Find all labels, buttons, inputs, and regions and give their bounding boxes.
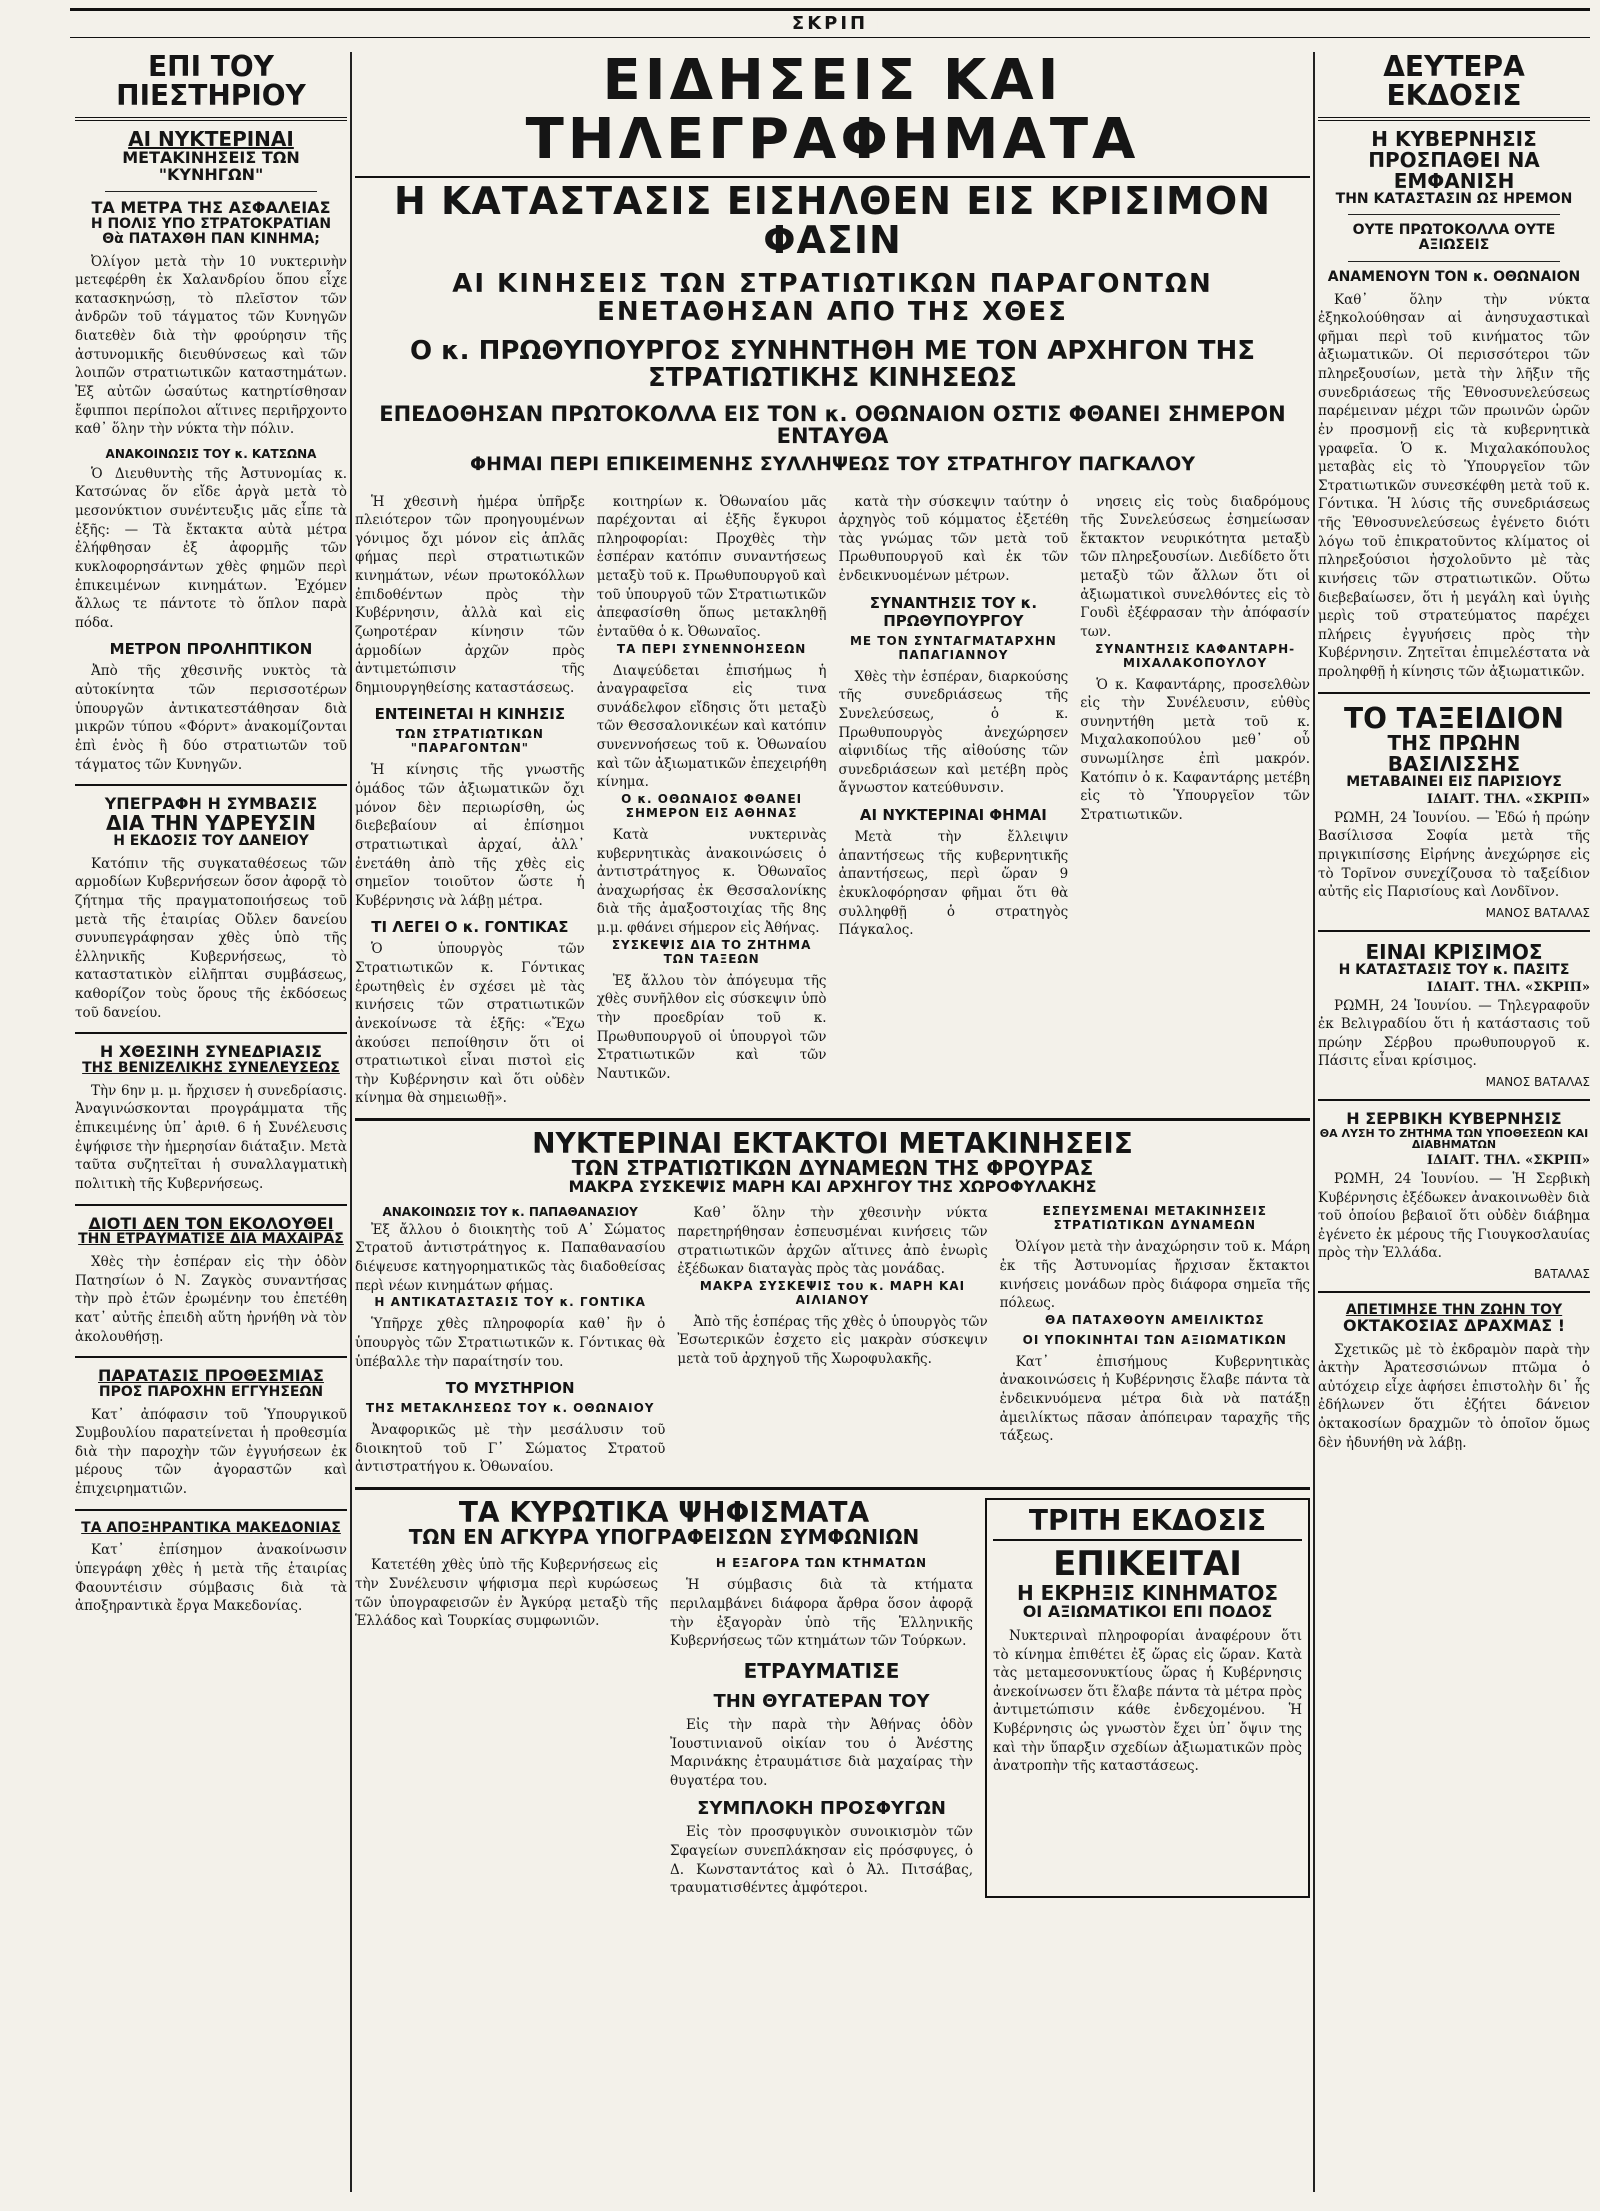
suicide-body: Σχετικῶς μὲ τὸ ἐκδραμὸν παρὰ τὴν ἀκτὴν Ἀρατεσσιώνων πτῶμα ὁ αὐτόχειρ εἶχε ἀφήσει ἐπιστολὴν δι᾽ ἧς ἐδήλωνεν ὅτι ἐζήτει δάνειον ὀκτακοσίων δραχμῶν τὸ ὁποῖον ὅμως δὲν ἠδυνήθη νὰ λάβῃ.	[1318, 1341, 1590, 1451]
story-column-2	[597, 493, 827, 1109]
night-col-1	[355, 1204, 665, 1477]
main-deck-3: ΦΗΜΑΙ ΠΕΡΙ ΕΠΙΚΕΙΜΕΝΗΣ ΣΥΛΛΗΨΕΩΣ ΤΟΥ ΣΤΡΑΤΗΓΟΥ ΠΑΓΚΑΛΟΥ	[469, 452, 1196, 475]
journey-body: ΡΩΜΗ, 24 Ἰουνίου. — Ἐδώ ἡ πρώην Βασίλισσα Σοφία μετὰ τῆς πριγκιπίσσης Εἰρήνης ἀνεχώρησε εἰς τὸ Τορῖνον συνεχίζουσα τὸ ταξείδιον αὐτῆς εἰς Παρισίους καὶ Λονδῖνον.	[1318, 809, 1590, 901]
suicide-headline-1: ΑΠΕΤΙΜΗΣΕ ΤΗΝ ΖΩΗΝ ΤΟΥ	[1345, 1302, 1563, 1319]
night-movements-section	[355, 1118, 1310, 1477]
story-col2-body-4: Ἐξ ἄλλου τὸν ἀπόγευμα τῆς χθὲς συνῆλθον εἰς σύσκεψιν ὑπὸ τὴν προεδρίαν τοῦ κ. Πρωθυπουργοῦ οἱ ὑπουργοὶ τῶν Στρατιωτικῶν καὶ τῶν Ναυτικῶν.	[596, 972, 827, 1082]
column-rule-left	[350, 52, 352, 2192]
left-s2-headline-3: Η ΕΚΔΟΣΙΣ ΤΟΥ ΔΑΝΕΙΟΥ	[113, 832, 309, 849]
left-s3-headline-2: ΤΗΣ ΒΕΝΙΖΕΛΙΚΗΣ ΣΥΝΕΛΕΥΣΕΩΣ	[82, 1060, 340, 1077]
main-subheadline: ΑΙ ΚΙΝΗΣΕΙΣ ΤΩΝ ΣΤΡΑΤΙΩΤΙΚΩΝ ΠΑΡΑΓΟΝΤΩΝ ΕΝΕΤΑΘΗΣΑΝ ΑΠΟ ΤΗΣ ΧΘΕΣ	[452, 269, 1213, 327]
ratification-block	[355, 1498, 973, 1898]
night-col3-headline: ΕΣΠΕΥΣΜΕΝΑΙ ΜΕΤΑΚΙΝΗΣΕΙΣ ΣΤΡΑΤΙΩΤΙΚΩΝ ΔΥΝΑΜΕΩΝ	[1042, 1204, 1267, 1233]
main-headline: Η ΚΑΤΑΣΤΑΣΙΣ ΕΙΣΗΛΘΕΝ ΕΙΣ ΚΡΙΣΙΜΟΝ ΦΑΣΙΝ	[355, 176, 1310, 266]
left-s5-headline-2: ΠΡΟΣ ΠΑΡΟΧΗΝ ΕΓΓΥΗΣΕΩΝ	[98, 1383, 324, 1400]
left-s3-headline-1: Η ΧΘΕΣΙΝΗ ΣΥΝΕΔΡΙΑΣΙΣ	[99, 1042, 323, 1062]
left-sub2-body: Ἀπὸ τῆς χθεσινῆς νυκτὸς τὰ αὐτοκίνητα τῶν περισσοτέρων ὑπουργῶν ἀντικατεστάθησαν διὰ μικρῶν τύπου «Φόρντ» ἀνακομίζονται ἐπὶ ἑνὸς ἢ δύο στρατιωτῶν τοῦ τάγματος τῶν Κυνηγῶν.	[75, 663, 347, 773]
night-col1-body: ΑΝΑΚΟΙΝΩΣΙΣ ΤΟΥ κ. ΠΑΠΑΘΑΝΑΣΙΟΥ	[382, 1205, 638, 1220]
left-s6-headline: ΤΑ ΑΠΟΞΗΡΑΝΤΙΚΑ ΜΑΚΕΔΟΝΙΑΣ	[81, 1519, 341, 1536]
main-story-columns	[355, 493, 1310, 1109]
paper-name: ΣΚΡΙΠ	[782, 13, 878, 34]
journey-headline-1: ΤΟ ΤΑΞΕΙΔΙΟΝ	[1344, 701, 1564, 735]
story-col4-body-2: Ὁ κ. Καφαντάρης, προσελθὼν εἰς τὴν Συνέλευσιν, εὐθὺς συνηντήθη μετὰ τοῦ κ. Μιχαλακοπούλου μεθ᾽ οὗ συνωμίλησε ἐπὶ μακρόν. Κατόπιν ὁ κ. Καφαντάρης μετέβη εἰς τὸ Ὑπουργεῖον τῶν Στρατιωτικῶν.	[1080, 676, 1310, 823]
story-col1-headline: ΕΝΤΕΙΝΕΤΑΙ Η ΚΙΝΗΣΙΣ	[374, 705, 566, 724]
story-column-3	[839, 493, 1069, 1109]
ratification-row	[355, 1498, 1310, 1898]
night-col1-subheadline: ΤΗΣ ΜΕΤΑΚΛΗΣΕΩΣ ΤΟΥ κ. ΟΘΩΝΑΙΟΥ	[365, 1401, 655, 1416]
divider	[75, 784, 347, 786]
story-col2-body: κοιτηρίων κ. Ὀθωναίου μᾶς παρέχονται αἱ ἑξῆς ἔγκυροι πληροφορίαι: Προχθὲς τὴν ἑσπέραν κατόπιν συναντήσεως μεταξὺ τοῦ κ. Πρωθυπουργοῦ καὶ τοῦ ὑπουργοῦ τῶν Στρατιωτικῶν ἀπεφασίσθη ὅπως μετακληθῇ ἐνταῦθα ὁ κ. Ὀθωναῖος.	[596, 493, 827, 640]
story-col2-body-2: Διαψεύδεται ἐπισήμως ἡ ἀναγραφεῖσα εἰς τινα συνάδελφον εἴδησις ὅτι μεταξὺ τῶν Θεσσαλονικέων καὶ κατόπιν συνεννοήσεως τοῦ κ. Ὀθωναίου καὶ τῶν ἀξιωματικῶν ἐπεχειρήθη κίνημα.	[596, 662, 827, 791]
journey-tag: ΙΔΙΑΙΤ. ΤΗΛ. «ΣΚΡΙΠ»	[1426, 791, 1590, 807]
left-s6-body: Κατ᾽ ἐπίσημον ἀνακοίνωσιν ὑπεγράφη χθὲς ἡ μετὰ τῆς ἑταιρίας Φαουντέισιν σύμβασις διὰ τὰ ἀποξηραντικὰ ἔργα Μακεδονίας.	[75, 1542, 347, 1615]
left-s5-headline-1: ΠΑΡΑΤΑΣΙΣ ΠΡΟΘΕΣΜΙΑΣ	[98, 1366, 324, 1386]
divider	[1318, 692, 1590, 694]
divider	[1318, 1291, 1590, 1293]
ratification-section	[355, 1487, 1310, 1898]
journey-headline-3: ΜΕΤΑΒΑΙΝΕΙ ΕΙΣ ΠΑΡΙΣΙΟΥΣ	[1346, 774, 1562, 791]
left-lead-headline-3: ΤΑ ΜΕΤΡΑ ΤΗΣ ΑΣΦΑΛΕΙΑΣ	[91, 198, 331, 218]
center-column	[355, 52, 1310, 2192]
left-s4-body: Χθὲς τὴν ἑσπέραν εἰς τὴν ὁδὸν Πατησίων ὁ Ν. Ζαγκὸς συναντήσας τὴν πρὸ ἐτῶν ἐρωμένην του ἐπετέθη κατ᾽ αὐτῆς ἐπειδὴ αὕτη ἠρνήθη νὰ τὸν ἀκολουθήσῃ.	[75, 1254, 347, 1345]
left-s4-headline-1: ΔΙΟΤΙ ΔΕΝ ΤΟΝ ΕΚΟΛΟΥΘΕΙ	[88, 1213, 334, 1233]
divider	[1348, 261, 1560, 262]
left-lead-headline-1: ΑΙ ΝΥΚΤΕΡΙΝΑΙ	[128, 126, 294, 151]
night-movements-columns	[355, 1204, 1310, 1477]
left-s5-body: Κατ᾽ ἀπόφασιν τοῦ Ὑπουργικοῦ Συμβουλίου παρατείνεται ἡ προθεσμία διὰ τὴν παροχὴν τῶν ἐγγυήσεων ἐκ μέρους τῶν ἀγοραστῶν καὶ ἐπιχειρηματιῶν.	[75, 1406, 347, 1498]
column-rule-right	[1313, 52, 1315, 2192]
night-col-3	[1000, 1204, 1310, 1477]
left-s4-headline-2: ΤΗΝ ΕΤΡΑΥΜΑΤΙΣΕ ΔΙΑ ΜΑΧΑΙΡΑΣ	[78, 1231, 344, 1248]
left-lead-headline-4: Η ΠΟΛΙΣ ΥΠΟ ΣΤΡΑΤΟΚΡΑΤΙΑΝ	[90, 216, 332, 233]
right-column	[1318, 52, 1590, 2192]
right-headline-2: ΠΡΟΣΠΑΘΕΙ ΝΑ ΕΜΦΑΝΙΣΗ	[1368, 147, 1540, 193]
left-sub1-body: Ὁ Διευθυντὴς τῆς Ἀστυνομίας κ. Κατσώνας ὅν εἴδε ἀργὰ μετὰ τὸ μεσονύκτιον συνέντευξις μᾶς εἶπε τὰ ἑξῆς: — Τὰ ἔκτακτα αὐτὰ μέτρα ἐλήφθησαν ἐξ ἀφορμῆς τῶν κυκλοφορησάντων χθὲς φημῶν περὶ ἐπικειμένων κινημάτων. Ἐχόμεν ἄλλως τε πάντοτε τὸ ὅπλον παρὰ πόδα.	[75, 465, 347, 631]
night-col2-body-2: Ἀπὸ τῆς ἑσπέρας τῆς χθὲς ὁ ὑπουργὸς τῶν Ἐσωτερικῶν ἐσχετο εἰς μακρὰν σύσκεψιν μετὰ τοῦ ἀρχηγοῦ τῆς Χωροφυλακῆς.	[677, 1313, 988, 1368]
night-col2-headline: ΜΑΚΡΑ ΣΥΣΚΕΨΙΣ του κ. ΜΑΡΗ ΚΑΙ ΑΙΛΙΑΝΟΥ	[699, 1278, 966, 1307]
night-col1-body-2: Ἐξ ἄλλου ὁ διοικητὴς τοῦ Α᾽ Σώματος Στρατοῦ ἀντιστράτηγος κ. Παπαθανασίου διέψευσε κατηγορηματικῶς τὰς διαδοθείσας περὶ νέων κινημάτων φήμας.	[355, 1221, 666, 1294]
journey-signature: ΜΑΝΟΣ ΒΑΤΑΛΑΣ	[1485, 905, 1590, 920]
pasic-body: ΡΩΜΗ, 24 Ἰουνίου. — Τηλεγραφοῦν ἐκ Βελιγραδίου ὅτι ἡ κατάστασις τοῦ πρώην Σέρβου πρωθυπουργοῦ κ. Πάσιτς εἶναι κρίσιμος.	[1318, 997, 1590, 1070]
night-col3-headline-2: ΘΑ ΠΑΤΑΧΘΟΥΝ ΑΜΕΙΛΙΚΤΩΣ	[1045, 1312, 1265, 1327]
wounded-headline: ΕΤΡΑΥΜΑΤΙΣΕ	[743, 1658, 900, 1683]
night-col3-body: Ὀλίγον μετὰ τὴν ἀναχώρησιν τοῦ κ. Μάρη ἐκ τῆς Ἀστυνομίας ἤρχισαν ἔκτακτοι κινήσεις μονάδων πρὸς διάφορα σημεῖα τῆς πόλεως.	[999, 1239, 1310, 1312]
left-lead-headline-5: Θὰ ΠΑΤΑΧΘΗ ΠΑΝ ΚΙΝΗΜΑ;	[102, 230, 320, 247]
story-col4-body: νησεις εἰς τοὺς διαδρόμους τῆς Συνελεύσεως ἐσημείωσαν ἔκτακτον νευρικότητα μεταξὺ τῶν πληρεξουσίων. Διεδίδετο ὅτι μεταξὺ τῶν ἄλλων ὅτι οἱ ἀξιωματικοὶ συνελθόντες εἰς τὸ Γουδὶ ἐξέφρασαν τὴν ἀπόφασίν των.	[1080, 493, 1310, 640]
ratification-headline-2: ΤΩΝ ΕΝ ΑΓΚΥΡΑ ΥΠΟΓΡΑΦΕΙΣΩΝ ΣΥΜΦΩΝΙΩΝ	[408, 1525, 920, 1550]
story-col2-headline-2: Ο κ. ΟΘΩΝΑΙΟΣ ΦΘΑΝΕΙ ΣΗΜΕΡΟΝ ΕΙΣ ΑΘΗΝΑΣ	[621, 791, 803, 820]
left-column	[75, 52, 347, 2192]
left-section-title: ΕΠΙ ΤΟΥ ΠΙΕΣΤΗΡΙΟΥ	[75, 52, 347, 121]
story-col3-headline-2: ΑΙ ΝΥΚΤΕΡΙΝΑΙ ΦΗΜΑΙ	[859, 806, 1047, 825]
estates-body: Ἡ σύμβασις διὰ τὰ κτήματα περιλαμβάνει διάφορα ἄρθρα ὅσον ἀφορᾷ τὴν ἐξαγορὰν ὑπὸ τῆς Ἑλληνικῆς Κυβερνήσεως τῶν κτημάτων τῶν Τούρκων.	[670, 1577, 973, 1650]
night-col3-body-2: Κατ᾽ ἐπισήμους Κυβερνητικὰς ἀνακοινώσεις ἡ Κυβέρνησις ἔλαβε πάντα τὰ ἐνδεικνυόμενα μέτρα διὰ νὰ πατάξῃ ἀμειλίκτως πᾶσαν ἀπόπειραν ταραχῆς τῆς τάξεως.	[999, 1353, 1310, 1445]
story-column-4	[1080, 493, 1310, 1109]
serbian-headline-2: ΘΑ ΛΥΣΗ ΤΟ ΖΗΤΗΜΑ ΤΩΝ ΥΠΟΘΕΣΕΩΝ ΚΑΙ ΔΙΑΒΗΜΑΤΩΝ	[1319, 1126, 1589, 1152]
divider	[1318, 1099, 1590, 1101]
left-s3-body: Τὴν 6ην μ. μ. ἤρχισεν ἡ συνεδρίασις. Ἀναγινώσκονται προγράμματα τῆς ἐπικειμένης ὑπ᾽ ἀριθ. 6 ἡ Συνέλευσις ἐψήφισε τὴν ἡμερησίαν διάταξιν. Μετὰ ταῦτα συζητεῖται ἡ συναλλαγματικὴ πολιτικὴ τῆς Κυβερνήσεως.	[75, 1082, 347, 1192]
night-movements-headline-1: ΝΥΚΤΕΡΙΝΑΙ ΕΚΤΑΚΤΟΙ ΜΕΤΑΚΙΝΗΣΕΙΣ	[532, 1127, 1133, 1161]
night-col1-body-4: Ἀναφορικῶς μὲ τὴν μεσάλυσιν τοῦ διοικητοῦ τοῦ Γ᾽ Σώματος Στρατοῦ ἀντιστρατήγου κ. Ὀθωναίου.	[355, 1422, 666, 1476]
story-col3-subheadline: ΜΕ ΤΟΝ ΣΥΝΤΑΓΜΑΤΑΡΧΗΝ ΠΑΠΑΓΙΑΝΝΟΥ	[849, 633, 1057, 662]
left-sub2-headline: ΜΕΤΡΟΝ ΠΡΟΛΗΠΤΙΚΟΝ	[109, 640, 313, 659]
third-edition-headline-3: ΟΙ ΑΞΙΩΜΑΤΙΚΟΙ ΕΠΙ ΠΟΔΟΣ	[1022, 1602, 1273, 1622]
story-col2-headline-3: ΣΥΣΚΕΨΙΣ ΔΙΑ ΤΟ ΖΗΤΗΜΑ ΤΩΝ ΤΑΞΕΩΝ	[611, 937, 812, 966]
left-s2-body: Κατόπιν τῆς συγκαταθέσεως τῶν αρμοδίων Κυβερνήσεων ὅσον ἀφορᾷ τὸ ζήτημα τῆς πραγματοποιήσεως τοῦ μετὰ τῆς ἑταιρίας Οὔλεν δανείου συνυπεγράφησαν χθὲς ὑπὸ τῆς ἑλληνικῆς Κυβερνήσεως, τὸ καταστατικὸν εἰλῆπται συμβάσεως, καθορίζον τοὺς ὅρους τῆς ἐκδόσεως τοῦ δανείου.	[75, 855, 347, 1021]
divider	[75, 1204, 347, 1206]
story-col2-headline: ΤΑ ΠΕΡΙ ΣΥΝΕΝΝΟΗΣΕΩΝ	[616, 641, 807, 656]
serbian-headline-1: Η ΣΕΡΒΙΚΗ ΚΥΒΕΡΝΗΣΙΣ	[1346, 1109, 1562, 1129]
divider	[75, 1509, 347, 1511]
night-col1-body-3: Ὑπῆρχε χθὲς πληροφορία καθ᾽ ἣν ὁ ὑπουργὸς τῶν Στρατιωτικῶν κ. Γόντικας θὰ ὑπέβαλλε τὴν παραίτησίν του.	[355, 1316, 666, 1370]
night-movements-headline-3: ΜΑΚΡΑ ΣΥΣΚΕΨΙΣ ΜΑΡΗ ΚΑΙ ΑΡΧΗΓΟΥ ΤΗΣ ΧΩΡΟΦΥΛΑΚΗΣ	[568, 1177, 1097, 1197]
right-headline-3: ΤΗΝ ΚΑΤΑΣΤΑΣΙΝ ΩΣ ΗΡΕΜΟΝ	[1335, 190, 1573, 207]
suicide-headline-2: ΟΚΤΑΚΟΣΙΑΣ ΔΡΑΧΜΑΣ !	[1343, 1315, 1565, 1335]
refugees-body: Εἰς τὸν προσφυγικὸν συνοικισμὸν τῶν Σφαγείων συνεπλάκησαν εἰς πρόσφυγες, ὁ Δ. Κωνσταντάτος καὶ ὁ Ἀλ. Πιτσάβας, τραυματισθέντες ἀμφότεροι.	[670, 1824, 973, 1897]
estates-headline: Η ΕΞΑΓΟΡΑ ΤΩΝ ΚΤΗΜΑΤΩΝ	[715, 1556, 928, 1571]
third-edition-headline-2: Η ΕΚΡΗΞΙΣ ΚΙΝΗΜΑΤΟΣ	[1016, 1581, 1279, 1606]
night-col1-headline-2: ΤΟ ΜΥΣΤΗΡΙΟΝ	[445, 1379, 575, 1398]
serbian-tag: ΙΔΙΑΙΤ. ΤΗΛ. «ΣΚΡΙΠ»	[1426, 1152, 1590, 1168]
night-col-2	[677, 1204, 987, 1477]
divider	[1348, 214, 1560, 215]
third-edition-headline-1: ΕΠΙΚΕΙΤΑΙ	[1053, 1544, 1242, 1585]
right-headline-1: Η ΚΥΒΕΡΝΗΣΙΣ	[1371, 126, 1537, 151]
right-headline-4: ΟΥΤΕ ΠΡΩΤΟΚΟΛΛΑ ΟΥΤΕ ΑΞΙΩΣΕΙΣ	[1352, 222, 1556, 254]
masthead-strip	[70, 8, 1590, 38]
right-headline-5: ΑΝΑΜΕΝΟΥΝ ΤΟΝ κ. ΟΘΩΝΑΙΟΝ	[1327, 268, 1581, 285]
night-col1-headline: Η ΑΝΤΙΚΑΤΑΣΤΑΣΙΣ ΤΟΥ κ. ΓΟΝΤΙΚΑ	[374, 1295, 646, 1310]
divider	[1318, 930, 1590, 932]
night-col2-body: Καθ᾽ ὅλην τὴν χθεσινὴν νύκτα παρετηρήθησαν ἐσπευσμέναι κινήσεις τῶν στρατιωτικῶν ἀρχῶν αἵτινες ἀπὸ ἐνωρὶς ἐξέδωκαν διαταγὰς πρὸς τὰς μονάδας.	[677, 1205, 988, 1278]
main-deck-2: ΕΠΕΔΟΘΗΣΑΝ ΠΡΩΤΟΚΟΛΛΑ ΕΙΣ ΤΟΝ κ. ΟΘΩΝΑΙΟΝ ΟΣΤΙΣ ΦΘΑΝΕΙ ΣΗΜΕΡΟΝ ΕΝΤΑΥΘΑ	[379, 401, 1286, 448]
story-col3-body-3: Μετὰ τὴν ἔλλειψιν ἀπαντήσεως τῆς κυβερνητικῆς ἀπαντήσεως, περὶ ὥραν 9 ἐκυκλοφόρησαν φῆμαι ὅτι θὰ συλληφθῇ ὁ στρατηγὸς Πάγκαλος.	[838, 829, 1069, 939]
story-col3-body: κατὰ τὴν σύσκεψιν ταύτην ὁ ἀρχηγὸς τοῦ κόμματος ἐξετέθη τὰς γνώμας τῶν μετὰ τοῦ Πρωθυπουργοῦ καὶ ἐκ τῶν ἐνδεικνυομένων μέτρων.	[838, 493, 1069, 585]
story-col1-body-2: Ἡ κίνησις τῆς γνωστῆς ὁμάδος τῶν ἀξιωματικῶν ὄχι μόνον δὲν περιωρίσθη, ὡς διεβεβαίουν αἱ ἐπίσημοι στρατιωτικαὶ ἀρχαί, ἀλλ᾽ ἐνετάθη ἀπὸ τῆς χθὲς εἰς σημεῖον τοιοῦτον ὥστε ἡ Κυβέρνησις νὰ λάβῃ μέτρα.	[355, 762, 585, 909]
story-col1-headline-2: ΤΙ ΛΕΓΕΙ Ο κ. ΓΟΝΤΙΚΑΣ	[371, 918, 569, 937]
left-lead-headline-2: ΜΕΤΑΚΙΝΗΣΕΙΣ ΤΩΝ "ΚΥΝΗΓΩΝ"	[122, 147, 300, 184]
story-col3-headline: ΣΥΝΑΝΤΗΣΙΣ ΤΟΥ κ. ΠΡΩΘΥΠΟΥΡΓΟΥ	[869, 593, 1038, 630]
serbian-body: ΡΩΜΗ, 24 Ἰουνίου. — Ἡ Σερβικὴ Κυβέρνησις ἐξέδωκεν ἀνακοινωθὲν διὰ τοῦ ὁποίου βεβαιοῖ ὅτι οὐδὲν διάβημα ἐγένετο ἐκ μέρους τῆς Γιουγκοσλαυίας πρὸς τὴν Ἑλλάδα.	[1318, 1170, 1590, 1262]
main-deck-1: Ο κ. ΠΡΩΘΥΠΟΥΡΓΟΣ ΣΥΝΗΝΤΗΘΗ ΜΕ ΤΟΝ ΑΡΧΗΓΟΝ ΤΗΣ ΣΤΡΑΤΙΩΤΙΚΗΣ ΚΙΝΗΣΕΩΣ	[410, 335, 1255, 394]
divider	[75, 1356, 347, 1358]
left-s2-headline-2: ΔΙΑ ΤΗΝ ΥΔΡΕΥΣΙΝ	[105, 810, 317, 835]
left-sub1-headline: ΑΝΑΚΟΙΝΩΣΙΣ ΤΟΥ κ. ΚΑΤΣΩΝΑ	[105, 446, 317, 461]
divider	[105, 191, 317, 192]
story-col2-body-3: Κατὰ νυκτερινὰς κυβερνητικὰς ἀνακοινώσεις ὁ ἀντιστράτηγος κ. Ὀθωναῖος ἀναχωρήσας ἐκ Θεσσαλονίκης διὰ τῆς ἀμαξοστοιχίας τῆς 8ης μ.μ. φθάνει σήμερον εἰς Ἀθήνας.	[596, 826, 827, 937]
right-body: Καθ᾽ ὅλην τὴν νύκτα ἐξηκολούθησαν αἱ ἀνησυχαστικαὶ φῆμαι περὶ τοῦ κινήματος τῶν ἀξιωματικῶν. Οἱ περισσότεροι τῶν πληρεξουσίων, μετὰ τὴν λῆξιν τῆς συνεδριάσεως τῆς Ἐθνοσυνελεύσεως παρέμειναν μέχρι τῶν πρωινῶν ὡρῶν ἐν προσμονῇ εἰς τὰ κυβερνητικὰ γραφεῖα. Ὁ κ. Μιχαλακόπουλος μεταβὰς εἰς τὸ Ὑπουργεῖον τῶν Στρατιωτικῶν συνεσκέφθη μετὰ τοῦ κ. Γόντικα. Ἡ λύσις τῆς συνεδριάσεως τῆς Ἐθνοσυνελεύσεως ἐγένετο διότι λόγω τοῦ ἐπικρατοῦντος κλίματος οἱ πληρεξούσιοι ἠσχολοῦντο μὲ τὰς κινήσεις τῶν στρατιωτικῶν. Οὕτω διεβεβαίωσεν, ὅτι ἡ μεγάλη καὶ ὑγιὴς μερὶς τοῦ στρατεύματος παρέχει πλήρεις ἐγγυήσεις πρὸς τὴν Κυβέρνησιν. Ζητεῖται ἐπιμελέστατα νὰ προληφθῇ ἡ κίνησις τῶν ἀξιωματικῶν.	[1318, 291, 1590, 681]
wounded-subheadline: ΤΗΝ ΘΥΓΑΤΕΡΑΝ ΤΟΥ	[713, 1690, 930, 1712]
pasic-signature: ΜΑΝΟΣ ΒΑΤΑΛΑΣ	[1485, 1075, 1590, 1090]
ratification-columns	[355, 1556, 973, 1898]
left-s2-headline-1: ΥΠΕΓΡΑΦΗ Η ΣΥΜΒΑΣΙΣ	[104, 794, 318, 814]
third-edition-box	[985, 1498, 1310, 1898]
pasic-headline-1: ΕΙΝΑΙ ΚΡΙΣΙΜΟΣ	[1365, 939, 1543, 964]
left-lead-body: Ὀλίγον μετὰ τὴν 10 νυκτερινὴν μετεφέρθη ἐκ Χαλανδρίου ὅπου εἶχε κατασκηνώσῃ, τὸ πλεῖστον τῶν ἀνδρῶν τοῦ τάγματος τῶν Κυνηγῶν διατεθὲν διὰ τὴν φρούρησιν τῆς ἀστυνομικῆς διευθύνσεως καὶ τῶν λοιπῶν στρατιωτικῶν καταστημάτων. Ἐξ αὐτῶν ὡσαύτως κατηρτίσθησαν ἔφιπποι περίπολοι αἵτινες περιῆρχοντο καθ᾽ ὅλην τὴν νύκτα τὴν πόλιν.	[75, 253, 347, 438]
main-banner: ΕΙΔΗΣΕΙΣ ΚΑΙ ΤΗΛΕΓΡΑΦΗΜΑΤΑ	[525, 52, 1140, 172]
serbian-signature: ΒΑΤΑΛΑΣ	[1534, 1267, 1590, 1282]
night-col3-subheadline: ΟΙ ΥΠΟΚΙΝΗΤΑΙ ΤΩΝ ΑΞΙΩΜΑΤΙΚΩΝ	[1022, 1332, 1287, 1347]
journey-headline-2: ΤΗΣ ΠΡΩΗΝ ΒΑΣΙΛΙΣΣΗΣ	[1387, 731, 1521, 777]
story-col1-body: Ἡ χθεσινὴ ἡμέρα ὑπῆρξε πλειότερον τῶν προηγουμένων γόνιμος ὄχι μόνον εἰς ἁπλᾶς φήμας περὶ στρατιωτικῶν κινημάτων, νέων πρωτοκόλλων ἐπιδοθέντων πρὸς τὴν Κυβέρνησιν, ἀλλὰ καὶ εἰς ζωηροτέραν κίνησιν τῶν ἁρμοδίων ἀρχῶν πρὸς ἀντιμετώπισιν τῆς δημιουργηθείσης καταστάσεως.	[355, 493, 585, 696]
ratification-col-2	[670, 1556, 973, 1898]
divider	[75, 1032, 347, 1034]
story-column-1	[355, 493, 585, 1109]
story-col1-body-3: Ὁ ὑπουργὸς τῶν Στρατιωτικῶν κ. Γόντικας ἐρωτηθεὶς ἐν σχέσει μὲ τὰς κινήσεις τῶν στρατιωτικῶν ἀνεκοίνωσε τὰ ἑξῆς: «Ἔχω ἀκούσει πεποίθησιν ὅτι οἱ στρατιωτικοὶ εἶναι πιστοὶ εἰς τὴν Κυβέρνησιν καὶ ὅτι οὐδὲν κίνημα θὰ σημειωθῇ».	[355, 941, 585, 1107]
third-edition-title: ΤΡΙΤΗ ΕΚΔΟΣΙΣ	[993, 1506, 1302, 1541]
story-col3-body-2: Χθὲς τὴν ἑσπέραν, διαρκούσης τῆς συνεδριάσεως τῆς Συνελεύσεως, ὁ κ. Πρωθυπουργὸς ἀνεχώρησεν αἰφνιδίως τῆς αἰθούσης τῶν συνεδριάσεων καὶ μετέβη πρὸς ἄγνωστον κατεύθυνσιν.	[838, 668, 1069, 797]
story-col1-subheadline: ΤΩΝ ΣΤΡΑΤΙΩΤΙΚΩΝ "ΠΑΡΑΓΟΝΤΩΝ"	[395, 727, 544, 756]
story-col4-headline: ΣΥΝΑΝΤΗΣΙΣ ΚΑΦΑΝΤΑΡΗ-ΜΙΧΑΛΑΚΟΠΟΥΛΟΥ	[1095, 641, 1296, 670]
right-section-title: ΔΕΥΤΕΡΑ ΕΚΔΟΣΙΣ	[1318, 52, 1590, 121]
refugees-headline: ΣΥΜΠΛΟΚΗ ΠΡΟΣΦΥΓΩΝ	[697, 1798, 946, 1820]
ratification-body: Κατετέθη χθὲς ὑπὸ τῆς Κυβερνήσεως εἰς τὴν Συνέλευσιν ψήφισμα περὶ κυρώσεως τῶν ὑπογραφεισῶν ἐν Ἀγκύρᾳ μεταξὺ τῆς Ἑλλάδος καὶ Τουρκίας συμφωνιῶν.	[355, 1557, 658, 1630]
wounded-body: Εἰς τὴν παρὰ τὴν Ἀθήνας ὁδὸν Ἰουστινιανοῦ οἰκίαν του ὁ Ἀνέστης Μαρινάκης ἐτραυμάτισε διὰ μαχαίρας τὴν θυγατέρα του.	[670, 1716, 973, 1789]
third-edition-body: Νυκτεριναὶ πληροφορίαι ἀναφέρουν ὅτι τὸ κίνημα ἐπιθέτει ἐξ ὥρας εἰς ὥραν. Κατὰ τὰς μεταμεσονυκτίους ὥρας ἡ Κυβέρνησις ἀνεκοίνωσεν ὅτι ἔλαβε πάντα τὰ μέτρα πρὸς ἀντιμετώπισιν κάθε ἐνδεχομένου. Ἡ Κυβέρνησις ὡς γνωστὸν ἔχει ὑπ᾽ ὄψιν της καὶ τὴν ὕπαρξιν σχεδίων ἀξιωματικῶν πρὸς ἀνατροπὴν τῆς καταστάσεως.	[993, 1627, 1302, 1775]
pasic-headline-2: Η ΚΑΤΑΣΤΑΣΙΣ ΤΟΥ κ. ΠΑΣΙΤΣ	[1338, 961, 1570, 978]
ratification-headline-1: ΤΑ ΚΥΡΩΤΙΚΑ ΨΗΦΙΣΜΑΤΑ	[458, 1496, 870, 1530]
night-movements-headline-2: ΤΩΝ ΣΤΡΑΤΙΩΤΙΚΩΝ ΔΥΝΑΜΕΩΝ ΤΗΣ ΦΡΟΥΡΑΣ	[571, 1156, 1094, 1181]
pasic-tag: ΙΔΙΑΙΤ. ΤΗΛ. «ΣΚΡΙΠ»	[1426, 979, 1590, 995]
ratification-col-1	[355, 1556, 658, 1898]
